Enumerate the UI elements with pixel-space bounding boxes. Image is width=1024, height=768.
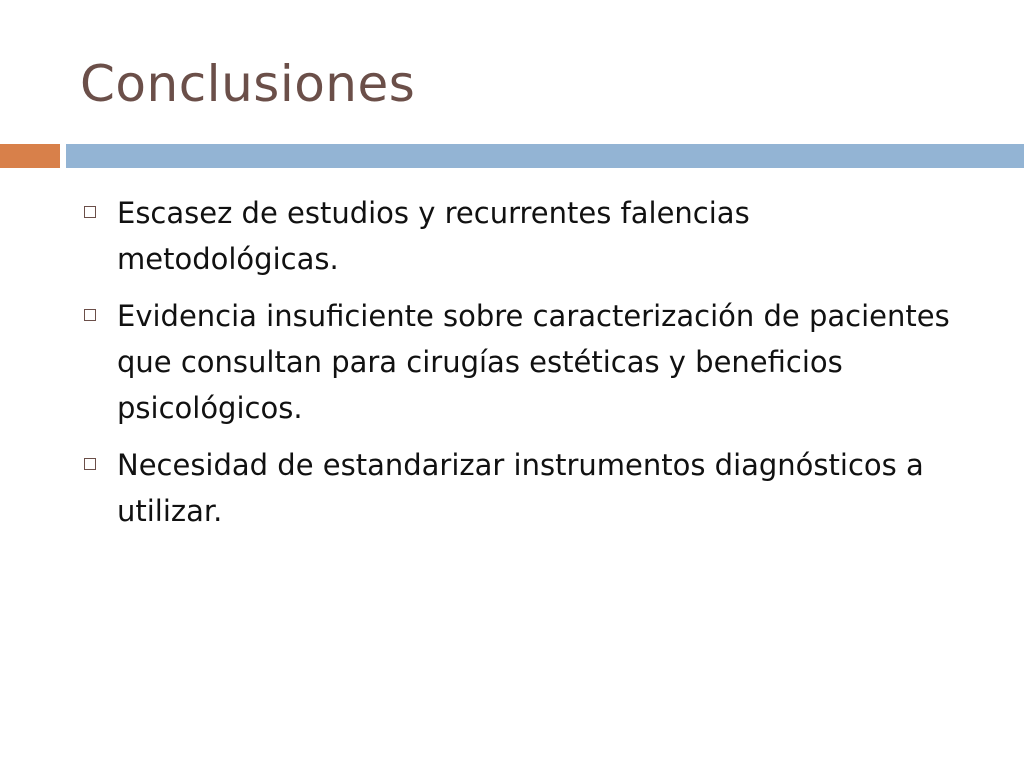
square-outline-icon <box>84 206 96 218</box>
bullet-list <box>80 190 980 545</box>
square-outline-icon <box>84 309 96 321</box>
bullet-text: Necesidad de estandarizar instrumentos diagnósticos a utilizar. <box>117 448 924 528</box>
accent-bar-orange <box>0 144 60 168</box>
slide-title: Conclusiones <box>80 55 416 113</box>
accent-bar-blue <box>66 144 1024 168</box>
bullet-text: Evidencia insuficiente sobre caracterización de pacientes que consultan para cirugías estéticas y beneficios psicológicos. <box>117 299 950 425</box>
square-outline-icon <box>84 458 96 470</box>
bullet-item <box>80 293 980 431</box>
bullet-item <box>80 442 980 534</box>
bullet-text: Escasez de estudios y recurrentes falencias metodológicas. <box>117 196 750 276</box>
bullet-item <box>80 190 980 282</box>
